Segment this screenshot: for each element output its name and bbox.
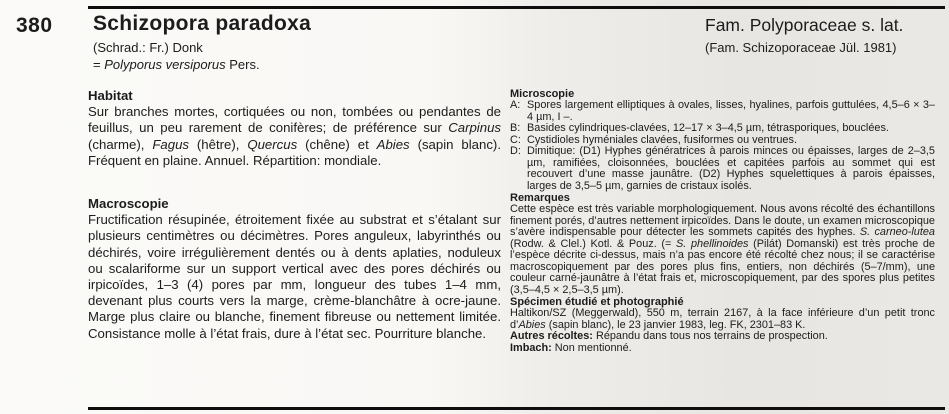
- remarques-text: Cette espèce est très variable morphologiquement. Nous avons récolté des échantillons finement porés, d’autres nettement irpicoïdes. Dans le doute, un examen microscopique s’avère indispensable pour détecter les sommets capités des hyphes. S. carneo-lutea (Rodw. & Clel.) Kotl. & Pouz. (= S. phellinoides (Pilát) Domanski) est très proche de l’espèce décrite ci-dessus, mais n’a pas encore été récolté chez nous; il se caractérise macroscopiquement par des pores plus fins, entiers, non déchirés (5–7/mm), une couleur carné-jaunâtre à l’état frais et, microscopiquement, par des spores plus petites (3,5–4,5 × 2,5–3,5 µm).: [510, 203, 935, 296]
- species-number: 380: [16, 14, 53, 37]
- macroscopie-text: Fructification résupinée, étroitement fixée au substrat et s’étalant sur plusieurs centimètres ou décimètres. Pores anguleux, labyrinthés ou déchirés, voire irrégulièrement dentés ou à dents aplaties, noduleux ou scalariforme sur un support vertical avec des pores déchirés ou irpicoïdes, 1–3 (4) pores par mm, longueur des tubes 1–4 mm, devenant plus courts vers la marge, crème-blanchâtre à ocre-jaune. Marge plus claire ou blanche, finement fibreuse ou nettement limitée. Consistance molle à l’état frais, dure à l’état sec. Pourriture blanche.: [88, 212, 501, 341]
- microscopie-item-spores: [510, 100, 935, 123]
- family-block: [705, 15, 903, 55]
- macroscopie-heading: Macroscopie: [88, 196, 169, 212]
- specimen-text: Haltikon/SZ (Meggerwald), 550 m, terrain 2167, à la face inférieure d’un petit tronc d’Abies (sapin blanc), le 23 janvier 1983, leg. FK, 2301–83 K.: [510, 307, 935, 331]
- right-column: [510, 88, 935, 354]
- microscopie-heading: Microscopie: [510, 88, 575, 100]
- microscopie-item-label: B:: [510, 122, 521, 134]
- family-name: Fam. Polyporaceae s. lat.: [705, 15, 904, 35]
- microscopie-item-text: Spores largement elliptiques à ovales, lisses, hyalines, parfois guttulées, 4,5–6 × 3–4 µm, I –.: [527, 99, 935, 123]
- microscopie-item-text: Dimitique: (D1) Hyphes génératrices à parois minces ou épaisses, larges de 2–3,5 µm, ramifiées, cloisonnées, bouclées et capitées parfois au sommet qui est recouvert d’une masse jaunâtre. (D2) Hyphes squelettiques à parois épaisses, larges de 3,5–5 µm, garnies de cristaux isolés.: [527, 145, 935, 192]
- species-title: Schizopora paradoxa: [93, 12, 312, 35]
- microscopie-item-label: C:: [510, 133, 521, 146]
- habitat-heading: Habitat: [88, 88, 133, 103]
- author-line: (Schrad.: Fr.) Donk: [93, 40, 203, 55]
- family-alt-name: (Fam. Schizoporaceae Jül. 1981): [705, 40, 897, 55]
- specimen-heading: Spécimen étudié et photographié: [510, 296, 684, 308]
- microscopie-item-text: Cystidioles hyméniales clavées, fusiformes ou ventrues.: [527, 133, 797, 146]
- autres-recoltes-line: Autres récoltes: Répandu dans tous nos terrains de prospection.: [510, 330, 828, 342]
- top-rule: [88, 6, 945, 9]
- microscopie-item-text: Basides cylindriques-clavées, 12–17 × 3–4,5 µm, tétrasporiques, bouclées.: [527, 122, 889, 134]
- remarques-heading: Remarques: [510, 192, 570, 204]
- microscopie-item-hyphes: [510, 146, 935, 192]
- synonym-line: = Polyporus versiporus Pers.: [93, 57, 260, 72]
- habitat-text: Sur branches mortes, cortiquées ou non, tombées ou pendantes de feuillus, un peu rarement de conifères; de préférence sur Carpinus (charme), Fagus (hêtre), Quercus (chêne) et Abies (sapin blanc). Fréquent en plaine. Annuel. Répartition: mondiale.: [88, 104, 501, 168]
- left-column: [88, 88, 501, 342]
- bottom-rule: [88, 407, 945, 410]
- imbach-line: Imbach: Non mentionné.: [510, 341, 632, 354]
- microscopie-item-label: A:: [510, 99, 521, 111]
- microscopie-item-label: D:: [510, 145, 521, 157]
- title-block: [93, 12, 311, 72]
